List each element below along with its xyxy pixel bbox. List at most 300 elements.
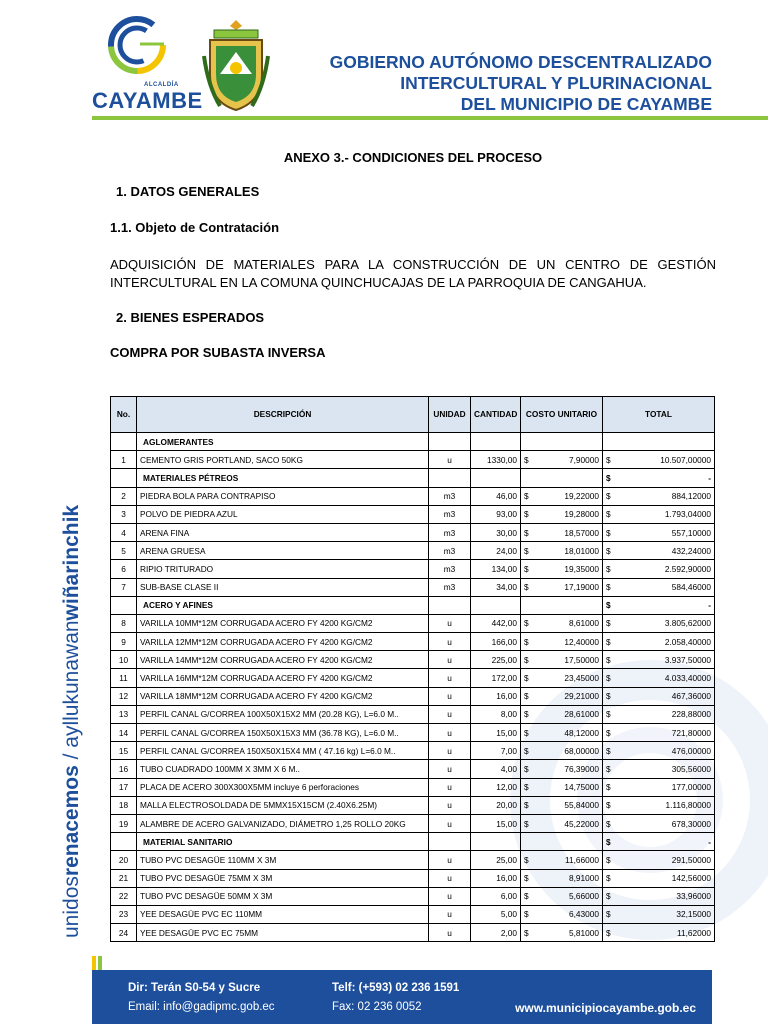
amount-value: 6,43000 <box>569 909 599 920</box>
currency-symbol: $ <box>606 491 611 502</box>
cell-no: 1 <box>111 451 137 469</box>
cell-unit-cost <box>521 687 603 705</box>
cell-total <box>603 778 715 796</box>
cell-unit: u <box>429 705 471 723</box>
cell-no: 8 <box>111 614 137 632</box>
cell-total <box>603 433 715 451</box>
amount-value: - <box>708 472 711 483</box>
amount-value: 28,61000 <box>564 709 599 720</box>
cell-description: TUBO CUADRADO 100MM X 3MM X 6 M.. <box>137 760 429 778</box>
cell-total <box>603 633 715 651</box>
amount-value: 884,12000 <box>671 491 711 502</box>
government-title <box>330 52 712 115</box>
cell-description: VARILLA 12MM*12M CORRUGADA ACERO FY 4200 KG/CM2 <box>137 633 429 651</box>
amount-value: 291,50000 <box>671 854 711 865</box>
table-body <box>111 433 715 942</box>
currency-symbol: $ <box>606 909 611 920</box>
section-general-data: 1. DATOS GENERALES <box>116 184 260 199</box>
cell-unit: m3 <box>429 542 471 560</box>
currency-symbol: $ <box>606 618 611 629</box>
cell-quantity: 172,00 <box>471 669 521 687</box>
cell-total <box>603 542 715 560</box>
cell-unit: u <box>429 687 471 705</box>
currency-symbol: $ <box>606 891 611 902</box>
cell-unit: u <box>429 869 471 887</box>
cell-description: MATERIALES PÉTREOS <box>137 469 429 487</box>
amount-value: 8,91000 <box>569 873 599 884</box>
currency-symbol: $ <box>606 654 611 665</box>
cell-unit: u <box>429 633 471 651</box>
cell-quantity: 16,00 <box>471 687 521 705</box>
cell-unit-cost <box>521 905 603 923</box>
cell-description: VARILLA 10MM*12M CORRUGADA ACERO FY 4200 KG/CM2 <box>137 614 429 632</box>
cell-unit-cost <box>521 633 603 651</box>
cell-no: 18 <box>111 796 137 814</box>
currency-symbol: $ <box>606 927 611 938</box>
currency-symbol: $ <box>524 582 529 593</box>
cell-no: 3 <box>111 505 137 523</box>
cell-no <box>111 596 137 614</box>
cell-total <box>603 833 715 851</box>
currency-symbol: $ <box>524 927 529 938</box>
currency-symbol: $ <box>524 563 529 574</box>
table-category-row <box>111 596 715 614</box>
cell-description: SUB-BASE CLASE II <box>137 578 429 596</box>
table-row <box>111 905 715 923</box>
cell-description: MATERIAL SANITARIO <box>137 833 429 851</box>
amount-value: 2.592,90000 <box>664 563 711 574</box>
cell-unit <box>429 833 471 851</box>
table-row <box>111 887 715 905</box>
cell-description: PERFIL CANAL G/CORREA 150X50X15X3 MM (36.78 KG), L=6.0 M.. <box>137 724 429 742</box>
cell-quantity: 442,00 <box>471 614 521 632</box>
cell-quantity: 16,00 <box>471 869 521 887</box>
cell-no: 6 <box>111 560 137 578</box>
cell-unit-cost <box>521 742 603 760</box>
currency-symbol: $ <box>606 727 611 738</box>
cell-total <box>603 469 715 487</box>
cell-unit-cost <box>521 814 603 832</box>
cell-unit-cost <box>521 924 603 942</box>
table-row <box>111 869 715 887</box>
side-slogan <box>60 504 84 938</box>
currency-symbol: $ <box>524 509 529 520</box>
cell-unit-cost <box>521 451 603 469</box>
amount-value: 5,81000 <box>569 927 599 938</box>
cell-description: POLVO DE PIEDRA AZUL <box>137 505 429 523</box>
amount-value: 45,22000 <box>564 818 599 829</box>
gov-title-line1: GOBIERNO AUTÓNOMO DESCENTRALIZADO <box>329 52 712 72</box>
cell-unit-cost <box>521 778 603 796</box>
amount-value: 19,22000 <box>564 491 599 502</box>
currency-symbol: $ <box>524 618 529 629</box>
currency-symbol: $ <box>606 509 611 520</box>
cell-unit-cost <box>521 851 603 869</box>
header-description: DESCRIPCIÓN <box>137 397 429 433</box>
currency-symbol: $ <box>606 527 611 538</box>
table-row <box>111 651 715 669</box>
currency-symbol: $ <box>524 673 529 684</box>
cell-no: 13 <box>111 705 137 723</box>
cell-unit-cost <box>521 469 603 487</box>
table-row <box>111 633 715 651</box>
amount-value: 11,62000 <box>677 927 711 938</box>
table-row <box>111 560 715 578</box>
cell-quantity: 225,00 <box>471 651 521 669</box>
currency-symbol: $ <box>524 763 529 774</box>
cell-quantity: 5,00 <box>471 905 521 923</box>
table-row <box>111 724 715 742</box>
cell-total <box>603 687 715 705</box>
footer-address: Dir: Terán S0-54 y Sucre <box>128 982 261 994</box>
cell-unit: u <box>429 851 471 869</box>
cell-description: AGLOMERANTES <box>137 433 429 451</box>
cell-quantity <box>471 833 521 851</box>
section-expected-goods: 2. BIENES ESPERADOS <box>116 310 265 325</box>
table-row <box>111 924 715 942</box>
cell-unit-cost <box>521 869 603 887</box>
cell-unit-cost <box>521 833 603 851</box>
materials-table <box>110 396 715 942</box>
cell-quantity: 15,00 <box>471 814 521 832</box>
amount-value: - <box>708 836 711 847</box>
header-unit-cost: COSTO UNITARIO <box>521 397 603 433</box>
cell-unit-cost <box>521 523 603 541</box>
currency-symbol: $ <box>524 909 529 920</box>
table-row <box>111 705 715 723</box>
amount-value: 55,84000 <box>564 800 599 811</box>
cell-unit: u <box>429 760 471 778</box>
table-row <box>111 760 715 778</box>
cell-total <box>603 505 715 523</box>
cell-no <box>111 833 137 851</box>
cell-description: PERFIL CANAL G/CORREA 100X50X15X2 MM (20.28 KG), L=6.0 M.. <box>137 705 429 723</box>
currency-symbol: $ <box>524 818 529 829</box>
cell-unit-cost <box>521 505 603 523</box>
cell-total <box>603 596 715 614</box>
amount-value: 2.058,40000 <box>664 636 711 647</box>
currency-symbol: $ <box>606 836 611 847</box>
cell-description: VARILLA 16MM*12M CORRUGADA ACERO FY 4200 KG/CM2 <box>137 669 429 687</box>
cell-description: CEMENTO GRIS PORTLAND, SACO 50KG <box>137 451 429 469</box>
cell-unit: u <box>429 651 471 669</box>
table-category-row <box>111 433 715 451</box>
slogan-part3: / ayllukunawan <box>60 620 83 766</box>
cell-no: 23 <box>111 905 137 923</box>
amount-value: 76,39000 <box>564 763 599 774</box>
cell-quantity: 93,00 <box>471 505 521 523</box>
cayambe-ring-icon <box>106 14 168 76</box>
header-divider <box>92 116 768 120</box>
currency-symbol: $ <box>606 673 611 684</box>
amount-value: 1.793,04000 <box>664 509 711 520</box>
cell-description: PERFIL CANAL G/CORREA 150X50X15X4 MM ( 47.16 kg) L=6.0 M.. <box>137 742 429 760</box>
cell-quantity: 2,00 <box>471 924 521 942</box>
table-category-row <box>111 469 715 487</box>
cell-quantity: 25,00 <box>471 851 521 869</box>
footer-fax: Fax: 02 236 0052 <box>332 1001 422 1013</box>
table-row <box>111 687 715 705</box>
currency-symbol: $ <box>606 636 611 647</box>
amount-value: 4.033,40000 <box>664 673 711 684</box>
cell-description: ALAMBRE DE ACERO GALVANIZADO, DIÁMETRO 1,25 ROLLO 20KG <box>137 814 429 832</box>
cell-no: 22 <box>111 887 137 905</box>
annex-title: ANEXO 3.- CONDICIONES DEL PROCESO <box>283 150 543 165</box>
table-row <box>111 669 715 687</box>
cell-unit <box>429 469 471 487</box>
cell-no: 9 <box>111 633 137 651</box>
logo-subtitle: ALCALDÍA <box>144 82 179 88</box>
cell-no: 17 <box>111 778 137 796</box>
cell-total <box>603 705 715 723</box>
cell-description: MALLA ELECTROSOLDADA DE 5MMX15X15CM (2.40X6.25M) <box>137 796 429 814</box>
currency-symbol: $ <box>524 800 529 811</box>
cell-total <box>603 851 715 869</box>
cell-quantity: 15,00 <box>471 724 521 742</box>
currency-symbol: $ <box>524 782 529 793</box>
amount-value: 32,15000 <box>676 909 711 920</box>
amount-value: 305,56000 <box>671 763 711 774</box>
cell-unit <box>429 596 471 614</box>
cell-unit-cost <box>521 542 603 560</box>
page-header <box>0 0 768 120</box>
cell-no: 4 <box>111 523 137 541</box>
cell-total <box>603 924 715 942</box>
table-row <box>111 614 715 632</box>
cell-quantity <box>471 596 521 614</box>
cell-quantity: 6,00 <box>471 887 521 905</box>
cell-total <box>603 760 715 778</box>
cell-unit: u <box>429 924 471 942</box>
gov-title-line3: DEL MUNICIPIO DE CAYAMBE <box>460 94 712 114</box>
cell-total <box>603 560 715 578</box>
cell-unit: u <box>429 614 471 632</box>
cell-quantity: 12,00 <box>471 778 521 796</box>
currency-symbol: $ <box>606 782 611 793</box>
cell-quantity: 7,00 <box>471 742 521 760</box>
cell-total <box>603 614 715 632</box>
cell-quantity: 1330,00 <box>471 451 521 469</box>
currency-symbol: $ <box>524 636 529 647</box>
gov-title-line2: INTERCULTURAL Y PLURINACIONAL <box>400 73 712 93</box>
cell-unit-cost <box>521 669 603 687</box>
cell-total <box>603 651 715 669</box>
currency-symbol: $ <box>606 454 611 465</box>
cell-description: PIEDRA BOLA PARA CONTRAPISO <box>137 487 429 505</box>
amount-value: 584,46000 <box>671 582 711 593</box>
amount-value: 48,12000 <box>564 727 599 738</box>
slogan-part1: unidos <box>60 876 83 938</box>
currency-symbol: $ <box>606 854 611 865</box>
cell-unit: m3 <box>429 523 471 541</box>
cell-no: 16 <box>111 760 137 778</box>
currency-symbol: $ <box>606 745 611 756</box>
amount-value: 29,21000 <box>564 691 599 702</box>
amount-value: 3.805,62000 <box>664 618 711 629</box>
table-row <box>111 505 715 523</box>
cell-unit: u <box>429 796 471 814</box>
cell-description: ARENA GRUESA <box>137 542 429 560</box>
purchase-type: COMPRA POR SUBASTA INVERSA <box>110 345 326 360</box>
cell-total <box>603 487 715 505</box>
currency-symbol: $ <box>606 709 611 720</box>
table-row <box>111 742 715 760</box>
amount-value: 11,66000 <box>565 854 599 865</box>
amount-value: 476,00000 <box>671 745 711 756</box>
cell-total <box>603 887 715 905</box>
table-row <box>111 578 715 596</box>
cell-no: 12 <box>111 687 137 705</box>
cell-description: PLACA DE ACERO 300X300X5MM incluye 6 perforaciones <box>137 778 429 796</box>
amount-value: 5,66000 <box>569 891 599 902</box>
coat-of-arms-icon <box>200 16 272 114</box>
currency-symbol: $ <box>606 545 611 556</box>
amount-value: 17,50000 <box>564 654 599 665</box>
amount-value: 678,30000 <box>671 818 711 829</box>
amount-value: 68,00000 <box>564 745 599 756</box>
cell-description: YEE DESAGÜE PVC EC 75MM <box>137 924 429 942</box>
cell-quantity: 30,00 <box>471 523 521 541</box>
currency-symbol: $ <box>524 891 529 902</box>
table-row <box>111 778 715 796</box>
amount-value: 142,56000 <box>671 873 711 884</box>
cell-unit: u <box>429 905 471 923</box>
footer-email: Email: info@gadipmc.gob.ec <box>128 1001 275 1013</box>
cell-total <box>603 724 715 742</box>
table-row <box>111 542 715 560</box>
slogan-part2: renacemos <box>60 765 83 877</box>
amount-value: 7,90000 <box>569 454 599 465</box>
cell-unit-cost <box>521 560 603 578</box>
header-quantity: CANTIDAD <box>471 397 521 433</box>
logo-wordmark: CAYAMBE <box>92 88 203 113</box>
amount-value: 721,80000 <box>671 727 711 738</box>
currency-symbol: $ <box>606 582 611 593</box>
amount-value: 23,45000 <box>564 673 599 684</box>
page-footer <box>92 970 712 1024</box>
cell-unit-cost <box>521 724 603 742</box>
amount-value: 17,19000 <box>564 582 599 593</box>
cell-description: RIPIO TRITURADO <box>137 560 429 578</box>
cell-unit: u <box>429 887 471 905</box>
cell-no <box>111 433 137 451</box>
currency-symbol: $ <box>524 527 529 538</box>
cell-unit: u <box>429 778 471 796</box>
currency-symbol: $ <box>524 745 529 756</box>
cell-total <box>603 742 715 760</box>
amount-value: 467,36000 <box>671 691 711 702</box>
cell-no: 5 <box>111 542 137 560</box>
cell-description: TUBO PVC DESAGÜE 75MM X 3M <box>137 869 429 887</box>
cell-quantity: 34,00 <box>471 578 521 596</box>
table-row <box>111 451 715 469</box>
cell-total <box>603 451 715 469</box>
cell-unit-cost <box>521 614 603 632</box>
currency-symbol: $ <box>606 818 611 829</box>
cell-total <box>603 523 715 541</box>
cell-total <box>603 869 715 887</box>
amount-value: 33,96000 <box>676 891 711 902</box>
amount-value: 12,40000 <box>564 636 599 647</box>
cell-no: 7 <box>111 578 137 596</box>
cell-description: ACERO Y AFINES <box>137 596 429 614</box>
cell-no: 20 <box>111 851 137 869</box>
footer-phone: Telf: (+593) 02 236 1591 <box>332 982 460 994</box>
currency-symbol: $ <box>524 854 529 865</box>
cell-quantity: 4,00 <box>471 760 521 778</box>
cell-description: VARILLA 14MM*12M CORRUGADA ACERO FY 4200 KG/CM2 <box>137 651 429 669</box>
cell-unit-cost <box>521 651 603 669</box>
cell-no: 11 <box>111 669 137 687</box>
cell-unit-cost <box>521 796 603 814</box>
cell-unit-cost <box>521 578 603 596</box>
cell-unit <box>429 433 471 451</box>
cell-unit-cost <box>521 705 603 723</box>
header-no: No. <box>111 397 137 433</box>
amount-value: 14,75000 <box>564 782 599 793</box>
cell-no: 24 <box>111 924 137 942</box>
footer-website[interactable]: www.municipiocayambe.gob.ec <box>515 1001 696 1015</box>
currency-symbol: $ <box>606 563 611 574</box>
cayambe-logo <box>92 14 203 114</box>
table-row <box>111 814 715 832</box>
cell-unit-cost <box>521 487 603 505</box>
header-total: TOTAL <box>603 397 715 433</box>
currency-symbol: $ <box>606 472 611 483</box>
currency-symbol: $ <box>524 454 529 465</box>
cell-description: TUBO PVC DESAGÜE 50MM X 3M <box>137 887 429 905</box>
currency-symbol: $ <box>524 654 529 665</box>
cell-description: ARENA FINA <box>137 523 429 541</box>
currency-symbol: $ <box>524 545 529 556</box>
currency-symbol: $ <box>606 600 611 611</box>
contract-object-paragraph: ADQUISICIÓN DE MATERIALES PARA LA CONSTRUCCIÓN DE UN CENTRO DE GESTIÓN INTERCULTURAL EN LA COMUNA QUINCHUCAJAS DE LA PARROQUIA DE CANGAHUA. <box>110 257 716 290</box>
cell-total <box>603 905 715 923</box>
cell-unit: u <box>429 724 471 742</box>
cell-quantity: 20,00 <box>471 796 521 814</box>
cell-unit-cost <box>521 596 603 614</box>
amount-value: 18,01000 <box>564 545 599 556</box>
cell-total <box>603 796 715 814</box>
cell-no: 21 <box>111 869 137 887</box>
table-row <box>111 796 715 814</box>
cell-no: 15 <box>111 742 137 760</box>
cell-quantity: 8,00 <box>471 705 521 723</box>
cell-quantity: 46,00 <box>471 487 521 505</box>
amount-value: 18,57000 <box>564 527 599 538</box>
amount-value: 8,61000 <box>569 618 599 629</box>
cell-no: 14 <box>111 724 137 742</box>
cell-unit: m3 <box>429 487 471 505</box>
cell-unit-cost <box>521 760 603 778</box>
amount-value: - <box>708 600 711 611</box>
currency-symbol: $ <box>524 709 529 720</box>
cell-description: VARILLA 18MM*12M CORRUGADA ACERO FY 4200 KG/CM2 <box>137 687 429 705</box>
currency-symbol: $ <box>524 491 529 502</box>
cell-quantity: 24,00 <box>471 542 521 560</box>
slogan-part4: wiñarinchik <box>60 504 83 621</box>
cell-unit: m3 <box>429 560 471 578</box>
cell-description: YEE DESAGÜE PVC EC 110MM <box>137 905 429 923</box>
cell-no: 2 <box>111 487 137 505</box>
cell-total <box>603 578 715 596</box>
cell-unit: u <box>429 814 471 832</box>
cell-quantity <box>471 433 521 451</box>
section-contract-object: 1.1. Objeto de Contratación <box>110 220 280 235</box>
cell-unit-cost <box>521 887 603 905</box>
amount-value: 228,88000 <box>671 709 711 720</box>
header-unit: UNIDAD <box>429 397 471 433</box>
